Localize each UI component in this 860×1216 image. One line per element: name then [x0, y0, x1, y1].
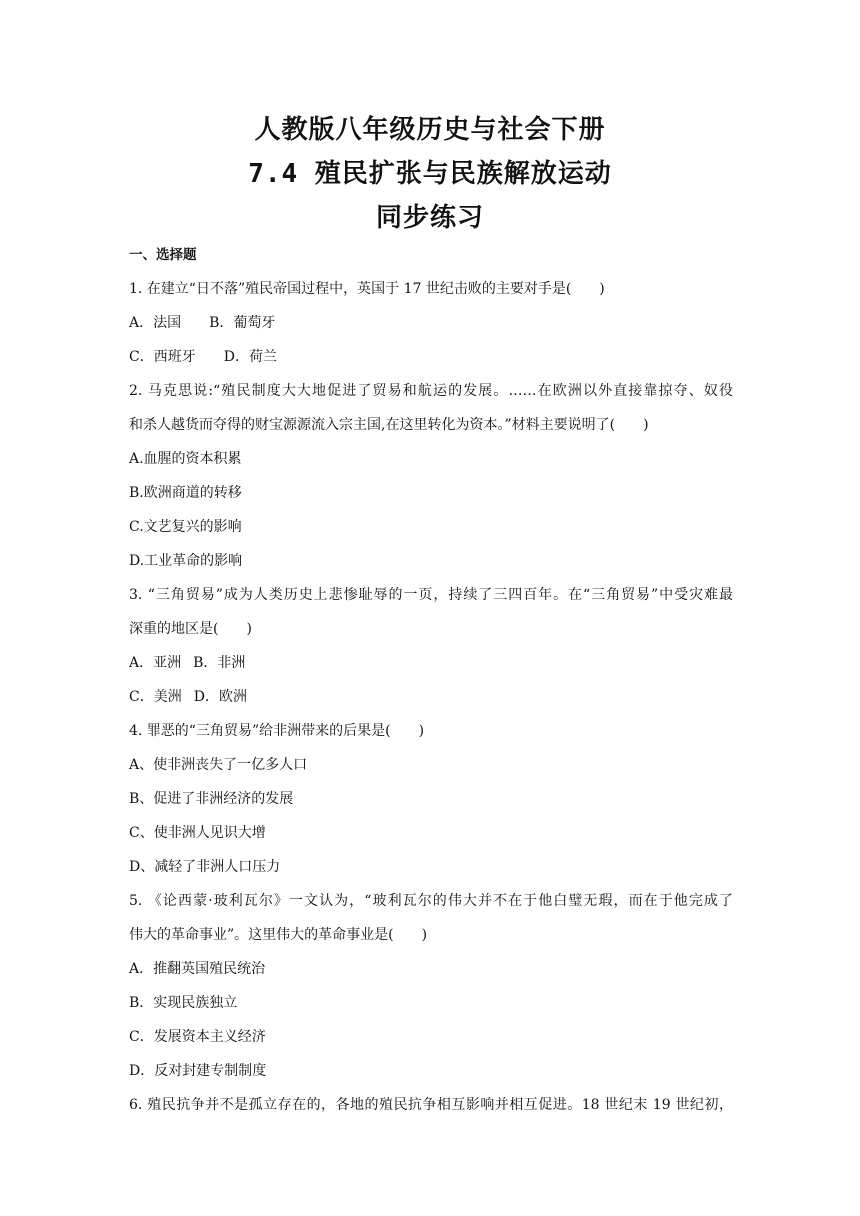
question-4: [129, 714, 733, 884]
question-stem: 伟大的革命事业”。这里伟大的革命事业是( ): [129, 927, 428, 943]
question-5: [129, 884, 733, 1088]
option-b: B．实现民族独立: [129, 995, 238, 1011]
option-a: A．亚洲: [129, 655, 182, 671]
document-body: [129, 238, 733, 1122]
section-heading: 一、选择题: [129, 247, 197, 263]
option-a: A．法国: [129, 315, 182, 331]
question-6: [129, 1088, 733, 1122]
option-c: C．美洲: [129, 689, 182, 705]
title-line-1: 人教版八年级历史与社会下册: [254, 115, 606, 145]
option-row: [129, 340, 733, 374]
question-1: [129, 272, 733, 374]
question-stem: 和杀人越货而夺得的财宝源源流入宗主国,在这里转化为资本。”材料主要说明了( ): [129, 417, 649, 433]
option-b: B．非洲: [193, 655, 246, 671]
question-stem: 4. 罪恶的“三角贸易”给非洲带来的后果是( ): [129, 723, 425, 739]
question-stem: 2. 马克思说:“殖民制度大大地促进了贸易和航运的发展。……在欧洲以外直接靠掠夺、奴役: [129, 383, 733, 399]
option-d: D.工业革命的影响: [129, 553, 243, 569]
option-c: C．发展资本主义经济: [129, 1029, 266, 1045]
option-d: D、减轻了非洲人口压力: [129, 859, 281, 875]
option-c: C．西班牙: [129, 349, 196, 365]
option-row: [129, 646, 733, 680]
option-a: A．推翻英国殖民统治: [129, 961, 266, 977]
question-2: [129, 374, 733, 578]
question-stem: 深重的地区是( ): [129, 621, 252, 637]
document-title: [0, 108, 860, 240]
option-b: B．葡萄牙: [209, 315, 276, 331]
option-b: B、促进了非洲经济的发展: [129, 791, 294, 807]
option-row: [129, 680, 733, 714]
option-b: B.欧洲商道的转移: [129, 485, 242, 501]
question-stem: 5. 《论西蒙·玻利瓦尔》一文认为，“玻利瓦尔的伟大并不在于他白璧无瑕，而在于他完成了: [129, 893, 733, 909]
title-line-2: 7.4 殖民扩张与民族解放运动: [248, 159, 612, 189]
question-stem: 6. 殖民抗争并不是孤立存在的，各地的殖民抗争相互影响并相互促进。18 世纪末 19 世纪初，: [129, 1097, 733, 1113]
option-d: D．反对封建专制制度: [129, 1063, 267, 1079]
option-row: [129, 306, 733, 340]
option-c: C.文艺复兴的影响: [129, 519, 242, 535]
option-a: A、使非洲丧失了一亿多人口: [129, 757, 308, 773]
question-3: [129, 578, 733, 714]
option-a: A.血腥的资本积累: [129, 451, 242, 467]
title-line-3: 同步练习: [375, 203, 484, 233]
question-stem: 3. “三角贸易”成为人类历史上悲惨耻辱的一页，持续了三四百年。在“三角贸易”中受灾难最: [129, 587, 733, 603]
option-c: C、使非洲人见识大增: [129, 825, 266, 841]
option-d: D．欧洲: [193, 689, 247, 705]
question-stem: 1. 在建立“日不落”殖民帝国过程中，英国于 17 世纪击败的主要对手是( ): [129, 281, 605, 297]
option-d: D．荷兰: [223, 349, 277, 365]
